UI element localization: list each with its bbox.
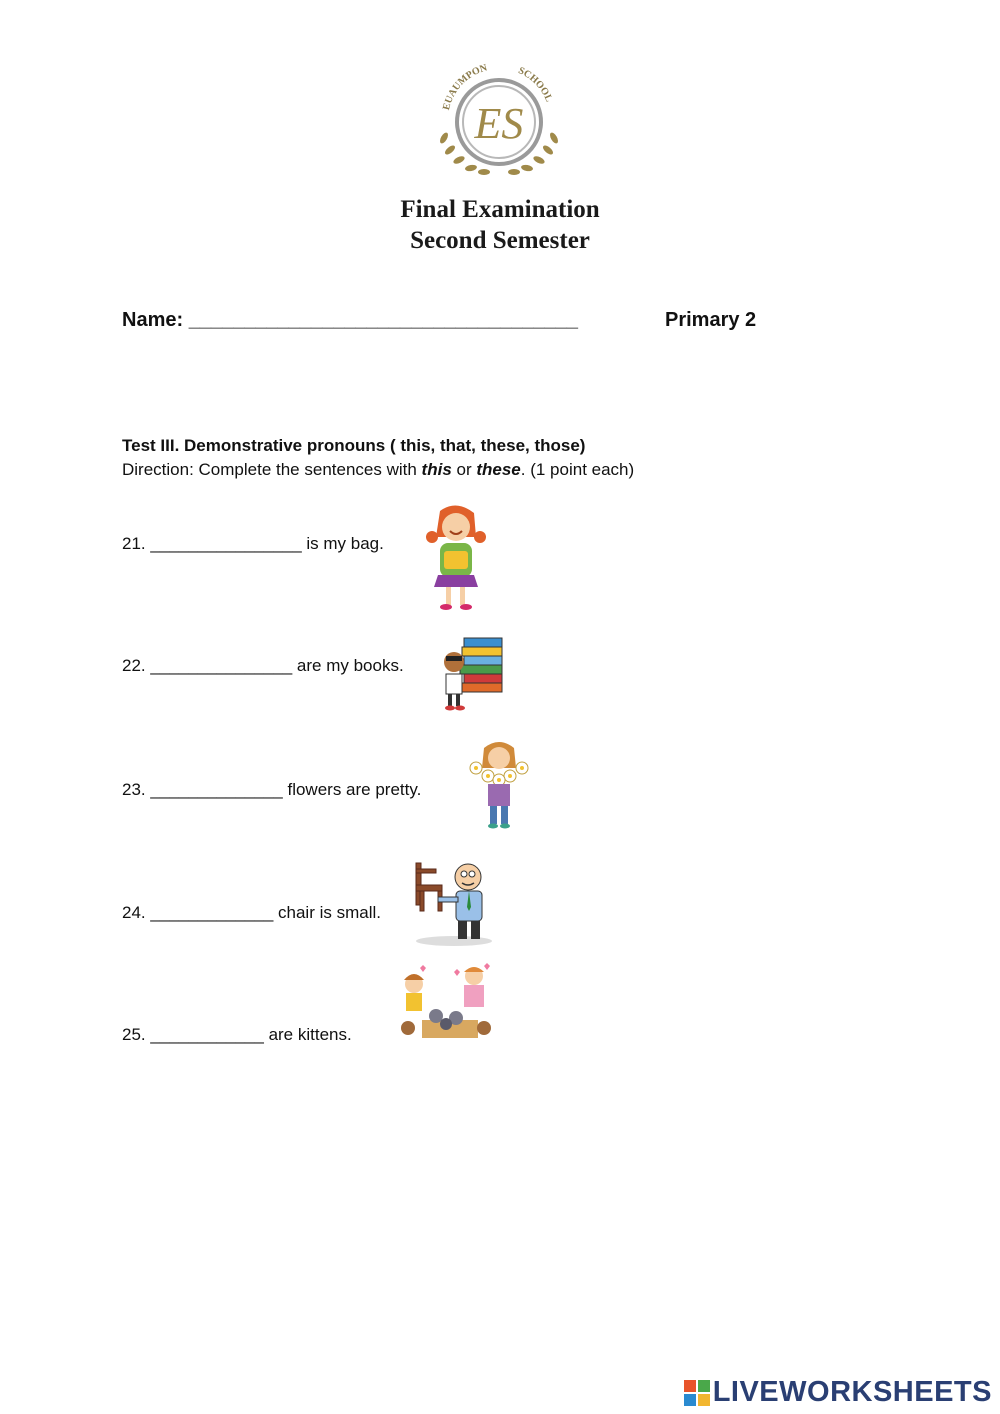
boy-carrying-books-picture <box>436 634 508 717</box>
girl-with-bag-picture <box>424 503 488 618</box>
name-line <box>122 309 578 332</box>
exam-title: Final Examination <box>400 196 600 223</box>
question-text: are my books. <box>292 656 404 675</box>
name-label: Name: <box>122 309 184 331</box>
question-text: are kittens. <box>263 1025 352 1044</box>
logo-text-top: EUAUMPON <box>441 62 489 112</box>
girls-with-kittens-picture <box>394 962 498 1049</box>
liveworksheets-watermark <box>684 1376 992 1409</box>
question-text: flowers are pretty. <box>282 780 422 799</box>
question-23 <box>122 780 421 800</box>
question-number: 23. <box>122 780 146 799</box>
question-number: 21. <box>122 534 146 553</box>
exam-subtitle: Second Semester <box>410 227 590 254</box>
direction-text <box>122 460 634 480</box>
direction-word-this: this <box>421 460 452 479</box>
logo-monogram: ES <box>474 99 524 148</box>
question-text: chair is small. <box>273 903 381 922</box>
question-number: 24. <box>122 903 146 922</box>
school-logo <box>426 58 572 182</box>
answer-blank[interactable]: _____________ <box>150 903 274 922</box>
girl-holding-flowers-picture <box>466 738 532 835</box>
test-title: Test III. Demonstrative pronouns ( this, that, these, those) <box>122 436 586 455</box>
answer-blank[interactable]: _______________ <box>150 656 293 675</box>
logo-text-right: SCHOOL <box>516 65 555 104</box>
direction-mid: or <box>451 460 477 479</box>
question-24 <box>122 903 381 923</box>
answer-blank[interactable]: ________________ <box>150 534 302 553</box>
watermark-text: LIVEWORKSHEETS <box>712 1376 992 1408</box>
question-22 <box>122 656 404 676</box>
direction-word-these: these <box>476 460 521 479</box>
question-25 <box>122 1025 352 1045</box>
question-number: 25. <box>122 1025 146 1044</box>
man-holding-chair-picture <box>412 857 496 952</box>
class-label: Primary 2 <box>665 309 757 331</box>
answer-blank[interactable]: ____________ <box>150 1025 264 1044</box>
direction-suffix: . (1 point each) <box>520 460 635 479</box>
answer-blank[interactable]: ______________ <box>150 780 283 799</box>
question-text: is my bag. <box>301 534 384 553</box>
question-number: 22. <box>122 656 146 675</box>
name-blank[interactable]: ___________________________________ <box>188 309 579 331</box>
direction-prefix: Direction: Complete the sentences with <box>122 460 422 479</box>
question-21 <box>122 534 384 554</box>
liveworksheets-logo-icon <box>684 1380 710 1406</box>
